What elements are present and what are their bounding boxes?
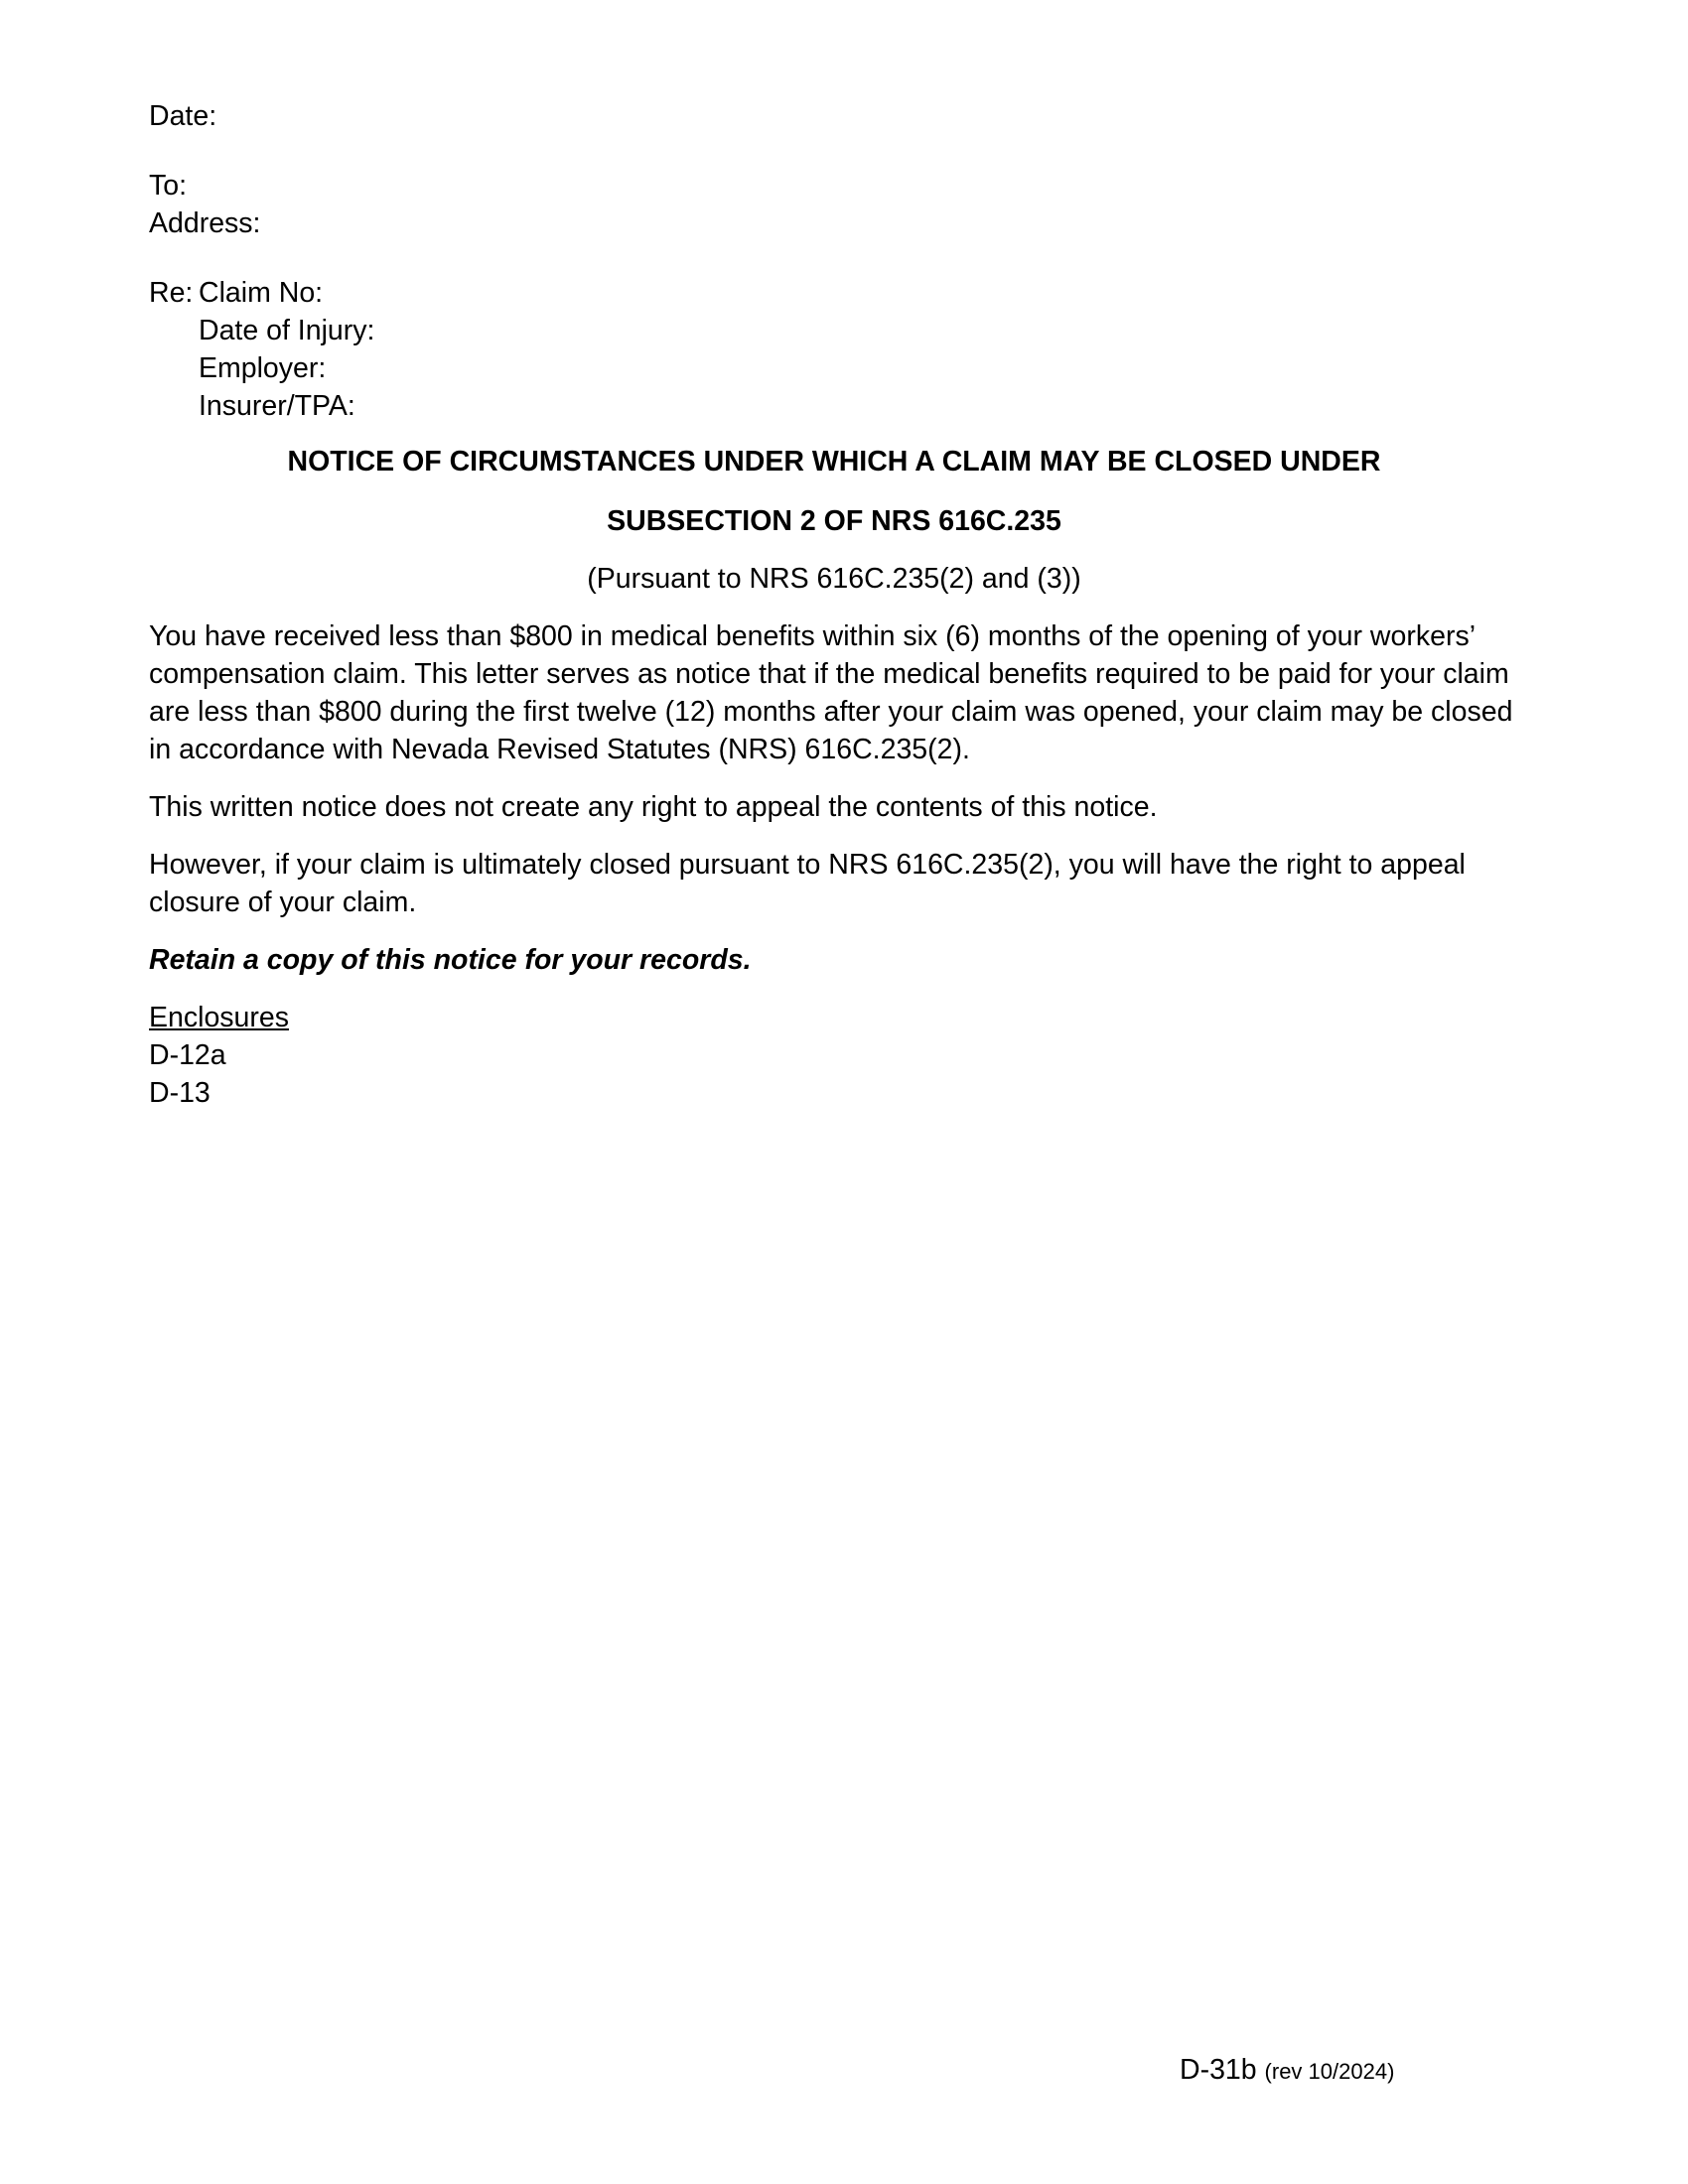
notice-subtitle: (Pursuant to NRS 616C.235(2) and (3))	[587, 563, 1081, 595]
enclosures-block	[149, 999, 1519, 1112]
form-footer	[1180, 2051, 1394, 2091]
address-label: Address:	[149, 207, 261, 239]
to-label: To:	[149, 170, 188, 202]
re-block	[149, 274, 1519, 425]
enclosure-item: D-12a	[149, 1039, 226, 1071]
employer-label: Employer:	[199, 352, 327, 384]
re-fields	[199, 274, 374, 425]
re-label: Re:	[149, 277, 194, 309]
letter-page	[149, 97, 1519, 1112]
claim-no-label: Claim No:	[199, 277, 324, 309]
date-of-injury-label: Date of Injury:	[199, 315, 375, 346]
retain-notice: Retain a copy of this notice for your records.	[149, 944, 752, 976]
form-revision: (rev 10/2024)	[1264, 2059, 1395, 2084]
spacer	[149, 135, 1519, 167]
body-paragraph-2: This written notice does not create any right to appeal the contents of this notice.	[149, 791, 1158, 823]
date-label: Date:	[149, 100, 217, 132]
form-code: D-31b	[1180, 2054, 1257, 2086]
enclosure-item: D-13	[149, 1077, 211, 1109]
notice-title-line1: NOTICE OF CIRCUMSTANCES UNDER WHICH A CLAIM MAY BE CLOSED UNDER	[287, 446, 1381, 478]
spacer	[149, 242, 1519, 274]
body-paragraph-3: However, if your claim is ultimately closed pursuant to NRS 616C.235(2), you will have the right to appeal closure of your claim.	[149, 849, 1466, 918]
body-paragraph-1: You have received less than $800 in medical benefits within six (6) months of the opening of your workers’ compensation claim. This letter serves as notice that if the medical benefits required to be paid for your claim are less than $800 during the first twelve (12) months after your claim was opened, your claim may be closed in accordance with Nevada Revised Statutes (NRS) 616C.235(2).	[149, 620, 1513, 765]
enclosures-label: Enclosures	[149, 1002, 289, 1033]
notice-title-line2: SUBSECTION 2 OF NRS 616C.235	[607, 505, 1061, 537]
insurer-label: Insurer/TPA:	[199, 390, 355, 422]
